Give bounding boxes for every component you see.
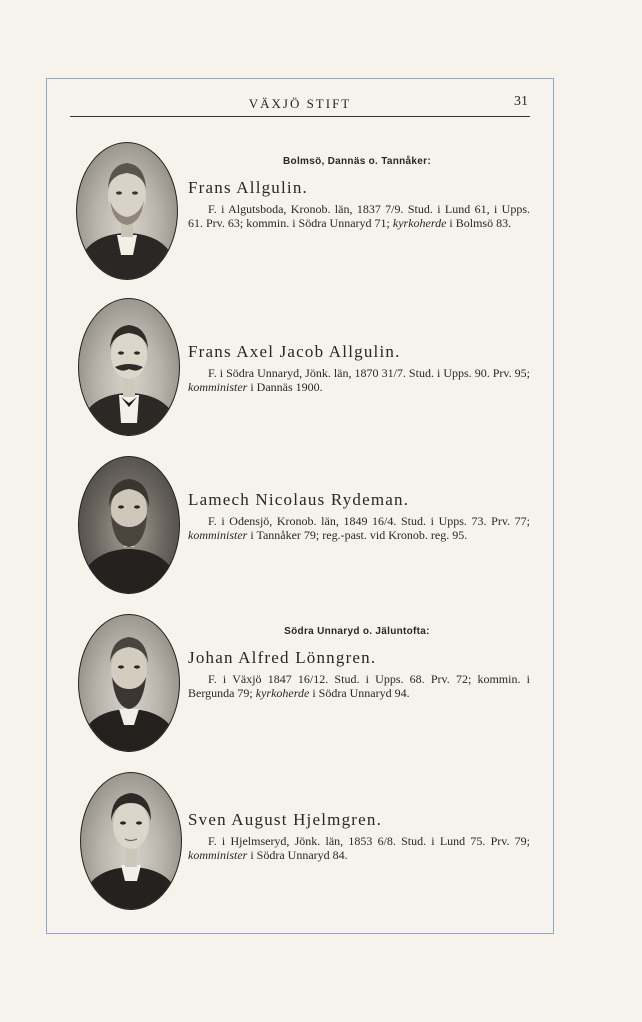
bio-text: F. i Växjö 1847 16/12. Stud. i Upps. 68. Prv. 72; kommin. i Bergunda 79; [188,672,530,700]
person-name: Frans Axel Jacob Allgulin. [188,342,401,361]
portrait-illustration [79,615,179,751]
bio-role: komminister [188,380,248,394]
person-name: Lamech Nicolaus Rydeman. [188,490,410,509]
person-bio [188,366,530,394]
portrait-johan-alfred-lonngren [78,614,180,752]
bio-role: komminister [188,528,248,542]
portrait-frans-allgulin [76,142,178,280]
person-name: Frans Allgulin. [188,178,309,197]
portrait-illustration [79,457,179,593]
portrait-illustration [79,299,179,435]
portrait-sven-august-hjelmgren [80,772,182,910]
entry-frans-allgulin [188,178,530,230]
person-name: Johan Alfred Lönngren. [188,648,377,667]
person-bio [188,202,530,230]
section-heading-bolmso: Bolmsö, Dannäs o. Tannåker: [283,156,431,167]
page-number: 31 [514,94,528,109]
bio-text: i Dannäs 1900. [247,380,323,394]
bio-text: F. i Hjelmseryd, Jönk. län, 1853 6/8. Stud. i Lund 75. Prv. 79; [208,834,530,848]
running-title: VÄXJÖ STIFT [248,96,352,111]
person-name: Sven August Hjelmgren. [188,810,383,829]
bio-role: kyrkoherde [392,216,447,230]
person-bio [188,672,530,700]
bio-role: komminister [188,848,248,862]
bio-text: F. i Odensjö, Kronob. län, 1849 16/4. Stud. i Upps. 73. Prv. 77; [208,514,530,528]
entry-frans-axel-jacob-allgulin [188,342,530,394]
section-heading-sodra-unnaryd: Södra Unnaryd o. Jäluntofta: [284,626,430,637]
portrait-illustration [81,773,181,909]
bio-text: i Södra Unnaryd 94. [309,686,410,700]
portrait-lamech-nicolaus-rydeman [78,456,180,594]
bio-text: F. i Algutsboda, Kronob. län, 1837 7/9. Stud. i Lund 61, i Upps. 61. Prv. 63; kommin. i Södra Unnaryd 71; [188,202,530,230]
bio-text: i Tannåker 79; reg.-past. vid Kronob. reg. 95. [247,528,468,542]
person-bio [188,514,530,542]
person-bio [188,834,530,862]
bio-text: i Södra Unnaryd 84. [247,848,348,862]
bio-text: F. i Södra Unnaryd, Jönk. län, 1870 31/7. Stud. i Upps. 90. Prv. 95; [208,366,530,380]
bio-text: i Bolmsö 83. [446,216,512,230]
entry-lamech-nicolaus-rydeman [188,490,530,542]
entry-sven-august-hjelmgren [188,810,530,862]
page-header [70,96,530,117]
bio-role: kyrkoherde [255,686,310,700]
portrait-illustration [77,143,177,279]
portrait-frans-axel-jacob-allgulin [78,298,180,436]
entry-johan-alfred-lonngren [188,648,530,700]
